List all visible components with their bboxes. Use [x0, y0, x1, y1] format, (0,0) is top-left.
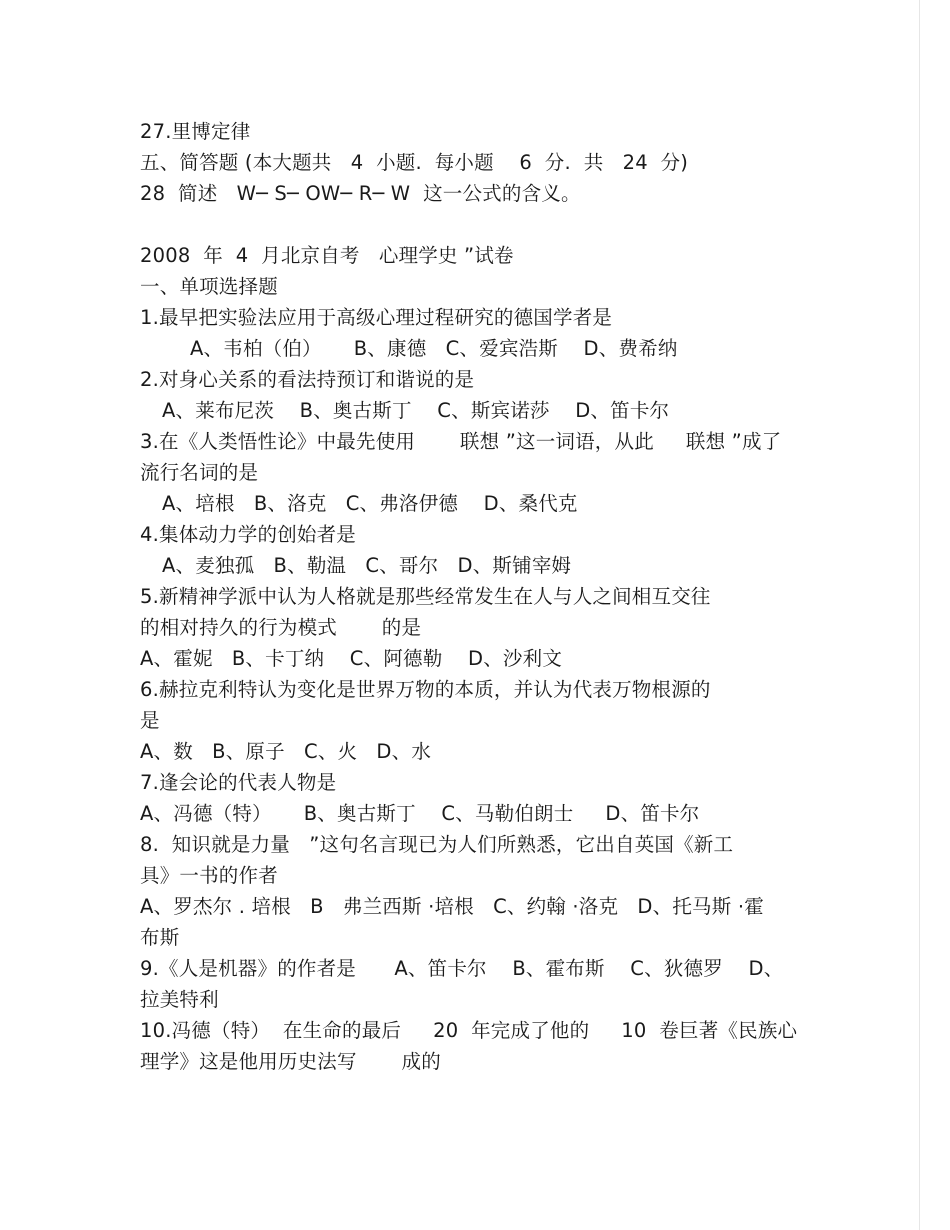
exam-title: 2008 年 4 月北京自考 心理学史 ”试卷	[140, 244, 514, 267]
question-1-options: A、韦柏（伯） B、康德 C、爱宾浩斯 D、费希纳	[190, 337, 678, 360]
question-3-cont: 流行名词的是	[140, 461, 259, 484]
question-8-cont: 具》一书的作者	[140, 864, 278, 887]
question-1: 1.最早把实验法应用于高级心理过程研究的德国学者是	[140, 306, 613, 329]
question-10: 10.冯德（特） 在生命的最后 20 年完成了他的 10 卷巨著《民族心	[140, 1019, 798, 1042]
question-9: 9.《人是机器》的作者是 A、笛卡尔 B、霍布斯 C、狄德罗 D、	[140, 957, 784, 980]
question-4-options: A、麦独孤 B、勒温 C、哥尔 D、斯铺宰姆	[162, 554, 572, 577]
question-3-options: A、培根 B、洛克 C、弗洛伊德 D、桑代克	[162, 492, 578, 515]
question-6: 6.赫拉克利特认为变化是世界万物的本质，并认为代表万物根源的	[140, 678, 711, 701]
item-28: 28 简述 W─ S─ OW─ R─ W 这一公式的含义。	[140, 182, 581, 205]
question-8-options-cont: 布斯	[140, 926, 180, 949]
question-5-cont: 的相对持久的行为模式 的是	[140, 616, 422, 639]
question-5: 5.新精神学派中认为人格就是那些经常发生在人与人之间相互交往	[140, 585, 711, 608]
question-4: 4.集体动力学的创始者是	[140, 523, 357, 546]
question-6-options: A、数 B、原子 C、火 D、水	[140, 740, 432, 763]
question-9-cont: 拉美特利	[140, 988, 219, 1011]
question-8: 8. 知识就是力量 ”这句名言现已为人们所熟悉，它出自英国《新工	[140, 833, 734, 856]
question-3: 3.在《人类悟性论》中最先使用 联想 ”这一词语，从此 联想 ”成了	[140, 430, 782, 453]
question-7-options: A、冯德（特） B、奥古斯丁 C、马勒伯朗士 D、笛卡尔	[140, 802, 700, 825]
document-body	[140, 116, 820, 1077]
question-2-options: A、莱布尼茨 B、奥古斯丁 C、斯宾诺莎 D、笛卡尔	[162, 399, 670, 422]
question-6-cont: 是	[140, 709, 160, 732]
section-5-heading: 五、简答题 (本大题共 4 小题. 每小题 6 分. 共 24 分)	[140, 151, 689, 174]
question-8-options: A、罗杰尔 . 培根 B 弗兰西斯 ·培根 C、约翰 ·洛克 D、托马斯 ·霍	[140, 895, 764, 918]
item-27: 27.里博定律	[140, 120, 251, 143]
section-1-heading: 一、单项选择题	[140, 275, 278, 298]
page-edge-divider	[919, 0, 920, 1230]
question-2: 2.对身心关系的看法持预订和谐说的是	[140, 368, 475, 391]
question-7: 7.逢会论的代表人物是	[140, 771, 337, 794]
question-5-options: A、霍妮 B、卡丁纳 C、阿德勒 D、沙利文	[140, 647, 563, 670]
question-10-cont: 理学》这是他用历史法写 成的	[140, 1050, 441, 1073]
